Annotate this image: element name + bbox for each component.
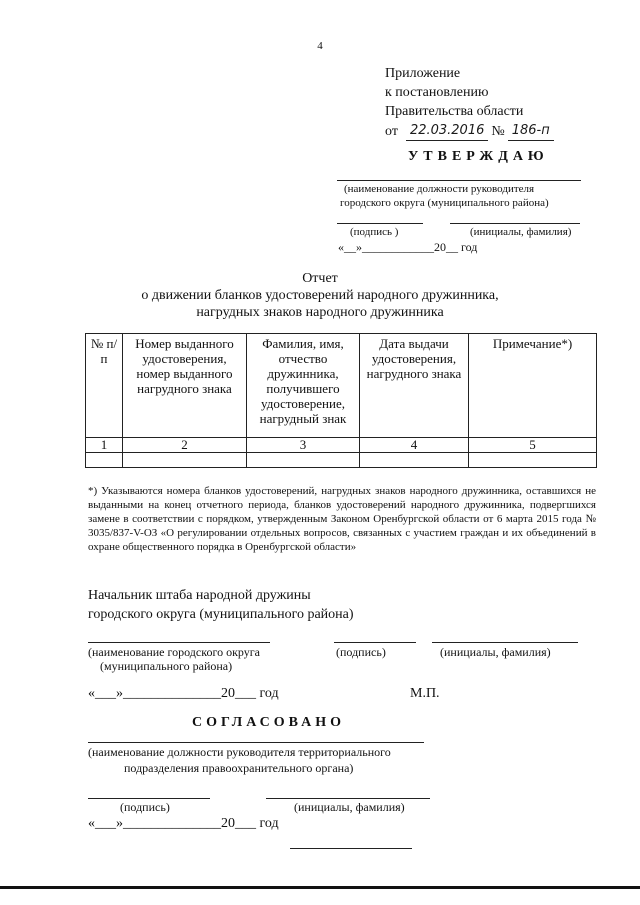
approve-position-line: [337, 180, 581, 181]
header-cell-certificate-number: Номер выданного удостоверения, номер выданного нагрудного знака: [123, 334, 247, 438]
appendix-date-row: [385, 121, 554, 141]
chief-initials-line: [432, 642, 578, 643]
chief-initials-caption: (инициалы, фамилия): [440, 645, 551, 659]
approve-signature-caption: (подпись ): [350, 226, 399, 238]
agreed-date: «___»______________20___ год: [88, 816, 279, 831]
page-bottom-rule: [0, 886, 640, 889]
agreed-caption-1: (наименование должности руководителя территориального: [88, 745, 391, 759]
appendix-from-prefix: от: [385, 124, 398, 139]
approve-signature-line: [337, 223, 423, 224]
report-title-line-2: о движении бланков удостоверений народного дружинника,: [141, 288, 499, 303]
approve-position-caption-1: (наименование должности руководителя: [344, 183, 535, 195]
empty-cell: [360, 453, 469, 468]
approve-position-caption-2: городского округа (муниципального района): [340, 197, 549, 209]
approve-title: УТВЕРЖДАЮ: [408, 149, 549, 164]
chief-org-caption-2: (муниципального района): [100, 659, 233, 673]
agreed-extra-line: [290, 848, 412, 849]
appendix-block: [385, 64, 554, 141]
appendix-line-2: к постановлению: [385, 85, 489, 100]
table-row: [86, 453, 597, 468]
appendix-number-sign: №: [491, 124, 505, 139]
report-title-line-1: Отчет: [302, 271, 338, 286]
column-number-2: 2: [123, 438, 247, 453]
header-cell-full-name: Фамилия, имя, отчество дружинника, получившего удостоверение, нагрудный знак: [247, 334, 360, 438]
column-number-5: 5: [469, 438, 597, 453]
page-number: 4: [317, 40, 323, 52]
header-cell-note: Примечание*): [469, 334, 597, 438]
report-table: [85, 333, 597, 468]
agreed-position-line: [88, 742, 424, 743]
empty-cell: [469, 453, 597, 468]
agreed-title: СОГЛАСОВАНО: [192, 715, 345, 730]
appendix-date-handwritten: 22.03.2016: [406, 121, 488, 141]
report-title-line-3: нагрудных знаков народного дружинника: [196, 305, 444, 320]
chief-date: «___»______________20___ год: [88, 686, 279, 701]
chief-signature-caption: (подпись): [336, 645, 386, 659]
report-title: [0, 270, 640, 321]
appendix-line-3: Правительства области: [385, 104, 524, 119]
column-number-4: 4: [360, 438, 469, 453]
column-number-3: 3: [247, 438, 360, 453]
chief-line-1: Начальник штаба народной дружины: [88, 588, 311, 603]
approve-date: «__»____________20__ год: [338, 240, 478, 254]
column-number-1: 1: [86, 438, 123, 453]
table-header-row: [86, 334, 597, 438]
empty-cell: [123, 453, 247, 468]
chief-org-line: [88, 642, 270, 643]
chief-title: [88, 586, 354, 624]
table-row: [86, 438, 597, 453]
appendix-number-handwritten: 186-п: [508, 121, 554, 141]
chief-line-2: городского округа (муниципального района): [88, 607, 354, 622]
agreed-signature-caption: (подпись): [120, 800, 170, 814]
empty-cell: [86, 453, 123, 468]
header-cell-issue-date: Дата выдачи удостоверения, нагрудного знака: [360, 334, 469, 438]
stamp-label: М.П.: [410, 686, 440, 701]
agreed-initials-caption: (инициалы, фамилия): [294, 800, 405, 814]
empty-cell: [247, 453, 360, 468]
agreed-signature-line: [88, 798, 210, 799]
chief-signature-line: [334, 642, 416, 643]
approve-initials-line: [450, 223, 580, 224]
appendix-line-1: Приложение: [385, 66, 461, 81]
chief-org-caption-1: (наименование городского округа: [88, 645, 260, 659]
approve-initials-caption: (инициалы, фамилия): [470, 226, 572, 238]
agreed-initials-line: [266, 798, 430, 799]
header-cell-number: № п/п: [86, 334, 123, 438]
agreed-caption-2: подразделения правоохранительного органа): [124, 761, 354, 775]
footnote: *) Указываются номера бланков удостоверений, нагрудных знаков народного дружинника, оставшихся не выданными на конец отчетного периода, бланков удостоверений народного дружинника, подвергшихся замене в соответствии с порядком, утвержденным Законом Оренбургской области от 6 марта 2015 года № 3035/837-V-ОЗ «О регулировании отдельных вопросов, связанных с участием граждан и их объединений в охране общественного порядка в Оренбургской области»: [88, 485, 596, 553]
